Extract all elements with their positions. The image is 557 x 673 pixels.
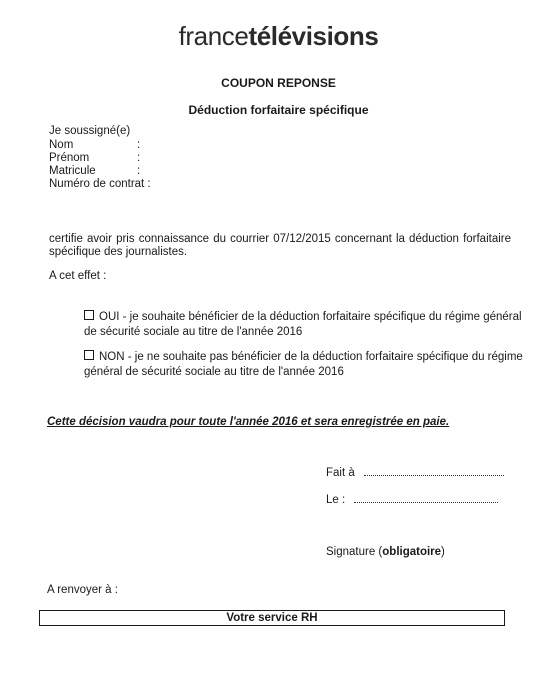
option-non[interactable]: [84, 350, 523, 380]
intro-text: Je soussigné(e): [49, 125, 131, 137]
a-cet-effet-text: A cet effet :: [49, 270, 107, 282]
service-rh-label: Votre service RH: [226, 612, 318, 624]
francetelevisions-logo: [0, 21, 557, 52]
oui-line2: de sécurité sociale au titre de l'année 2016: [84, 326, 303, 338]
oui-line1: OUI - je souhaite bénéficier de la déduction forfaitaire spécifique du régime général: [99, 311, 522, 323]
non-line1: NON - je ne souhaite pas bénéficier de la déduction forfaitaire spécifique du régime: [99, 351, 523, 363]
oui-checkbox[interactable]: [84, 310, 94, 320]
signature-label: [326, 546, 445, 558]
fait-a-field[interactable]: [326, 467, 504, 479]
logo-bold-text: télévisions: [248, 21, 379, 51]
fait-a-dotted-line[interactable]: [364, 474, 504, 476]
decision-statement: Cette décision vaudra pour toute l'année 2016 et sera enregistrée en paie.: [47, 416, 450, 428]
document-subtitle: Déduction forfaitaire spécifique: [188, 103, 369, 117]
le-dotted-line[interactable]: [354, 501, 498, 503]
option-oui[interactable]: [84, 310, 522, 340]
a-renvoyer-text: A renvoyer à :: [47, 584, 118, 596]
contrat-label: Numéro de contrat :: [49, 178, 151, 190]
nom-label: Nom: [49, 139, 74, 151]
signature-prefix: Signature (: [326, 546, 383, 558]
nom-colon: :: [137, 139, 141, 151]
prenom-label: Prénom: [49, 152, 90, 164]
non-checkbox[interactable]: [84, 350, 94, 360]
service-rh-box: [39, 610, 505, 626]
non-line2: général de sécurité sociale au titre de l'année 2016: [84, 366, 344, 378]
signature-mandatory: obligatoire: [382, 546, 442, 558]
matricule-label: Matricule: [49, 165, 96, 177]
signature-suffix: ): [441, 546, 445, 558]
le-label: Le :: [326, 494, 346, 506]
fait-a-label: Fait à: [326, 467, 355, 479]
logo-light-text: france: [178, 21, 249, 51]
prenom-colon: :: [137, 152, 141, 164]
matricule-colon: :: [137, 165, 141, 177]
certifie-paragraph: certifie avoir pris connaissance du courrier 07/12/2015 concernant la déduction forfaitaire spécifique des journalistes.: [49, 233, 511, 258]
le-field[interactable]: [326, 494, 498, 506]
document-title: COUPON REPONSE: [221, 76, 336, 90]
